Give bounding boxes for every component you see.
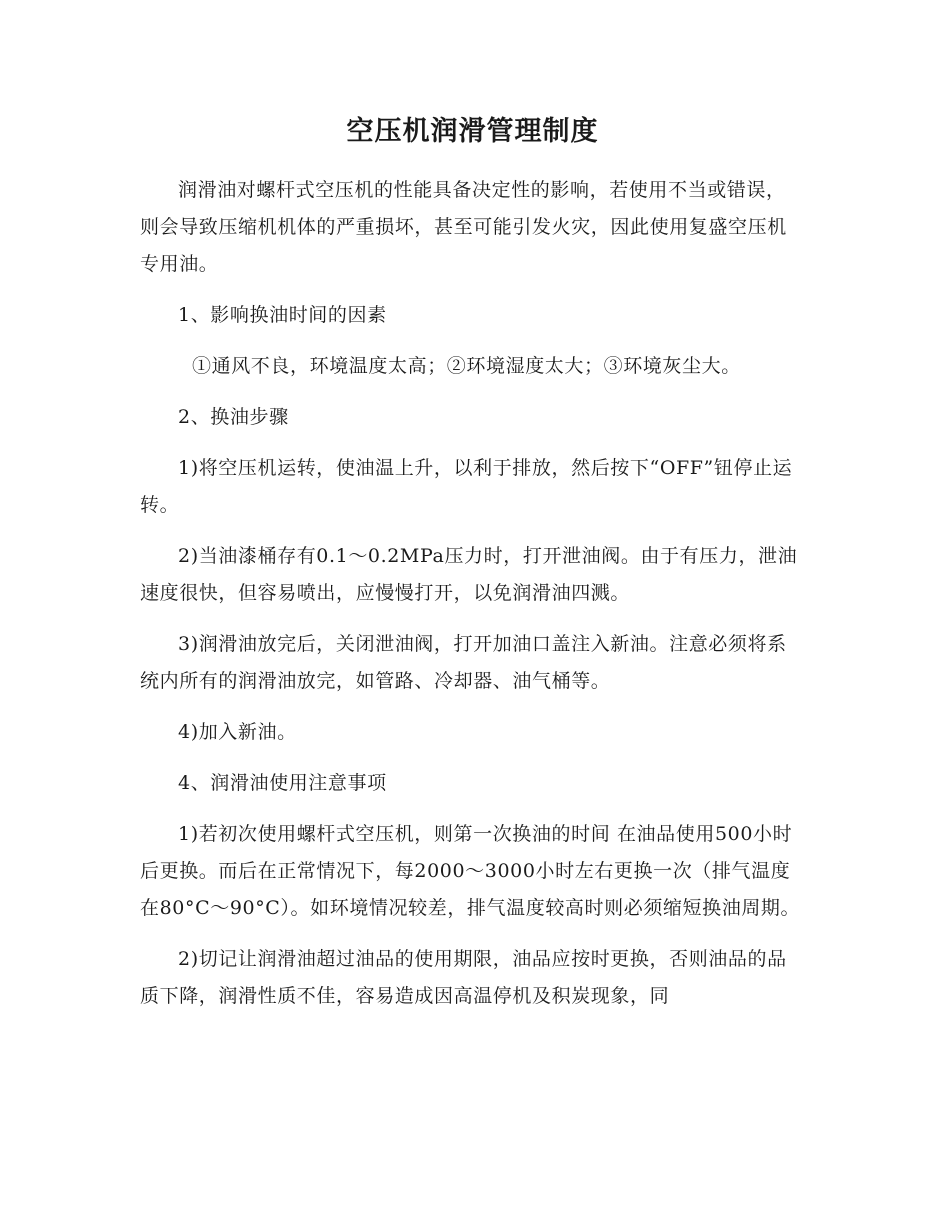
note-1-paragraph: 1)若初次使用螺杆式空压机，则第一次换油的时间 在油品使用500小时后更换。而后在正常情况下，每2000～3000小时左右更换一次（排气温度在80°C～90°C）。如环境情况较差，排气温度较高时则必须缩短换油周期。 bbox=[140, 823, 801, 919]
step-4-paragraph: 4)加入新油。 bbox=[178, 721, 297, 743]
section2-heading: 2、换油步骤 bbox=[178, 406, 289, 428]
note-2-paragraph: 2)切记让润滑油超过油品的使用期限，油品应按时更换，否则油品的品质下降，润滑性质不佳，容易造成因高温停机及积炭现象，同 bbox=[140, 948, 787, 1007]
step-2-paragraph: 2)当油漆桶存有0.1～0.2MPa压力时，打开泄油阀。由于有压力，泄油速度很快，但容易喷出，应慢慢打开，以免润滑油四溅。 bbox=[140, 545, 798, 604]
document-title: 空压机润滑管理制度 bbox=[346, 116, 599, 147]
step-3-paragraph: 3)润滑油放完后，关闭泄油阀，打开加油口盖注入新油。注意必须将系统内所有的润滑油放完，如管路、冷却器、油气桶等。 bbox=[140, 633, 787, 692]
section1-heading: 1、影响换油时间的因素 bbox=[178, 304, 387, 326]
section4-heading: 4、润滑油使用注意事项 bbox=[178, 772, 387, 794]
document-body bbox=[140, 110, 805, 1015]
intro-paragraph: 润滑油对螺杆式空压机的性能具备决定性的影响，若使用不当或错误，则会导致压缩机机体的严重损坏，甚至可能引发火灾，因此使用复盛空压机专用油。 bbox=[140, 179, 787, 275]
section1-factors: ①通风不良，环境温度太高；②环境湿度太大；③环境灰尘大。 bbox=[192, 355, 741, 377]
step-1-paragraph: 1)将空压机运转，使油温上升，以利于排放，然后按下“OFF”钮停止运转。 bbox=[140, 457, 793, 516]
